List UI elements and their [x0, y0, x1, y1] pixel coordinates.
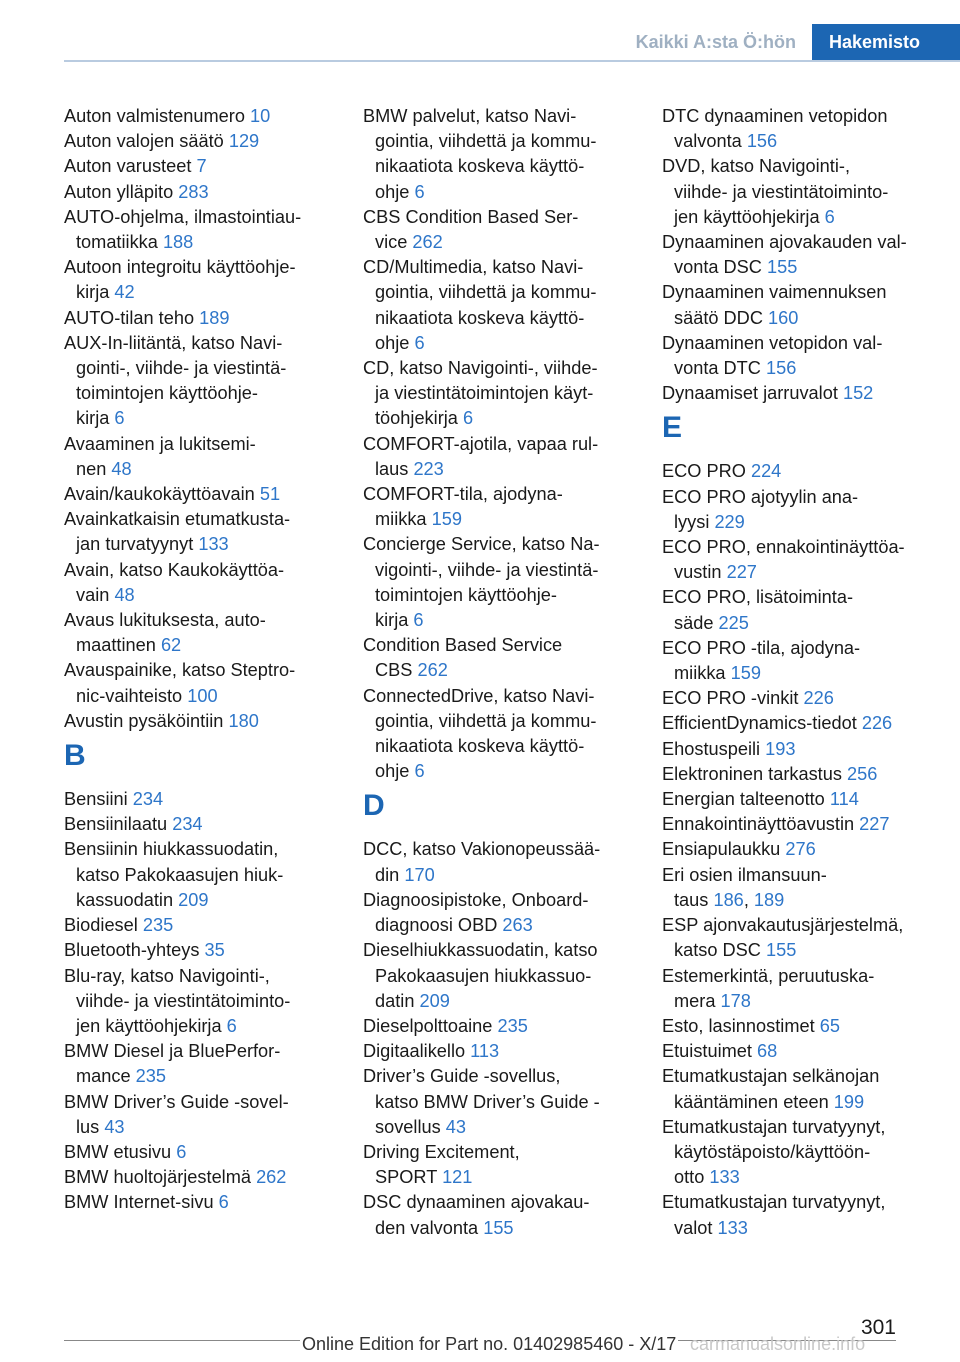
page-link[interactable]: 199 — [833, 1091, 865, 1112]
header-divider — [64, 60, 960, 62]
page-link[interactable]: 6 — [824, 206, 835, 227]
index-entry-text: gointia, viihdettä ja kommu- — [375, 710, 597, 731]
page-link[interactable]: 6 — [414, 181, 425, 202]
page-link[interactable]: 225 — [718, 612, 749, 633]
watermark: carmanualsonline.info — [690, 1334, 866, 1354]
index-entry-text: CBS — [375, 660, 413, 681]
index-entry — [662, 280, 930, 330]
index-column-2 — [363, 104, 631, 1241]
index-entry-text: nikaatiota koskeva käyttö- — [375, 156, 585, 177]
index-entry — [662, 1039, 930, 1064]
index-entry-text: Condition Based Service — [363, 635, 563, 656]
index-entry-text: BMW Diesel ja BluePerfor- — [64, 1041, 281, 1062]
index-entry-text: sovellus — [375, 1116, 441, 1137]
index-entry-text: Biodiesel — [64, 915, 138, 936]
index-entry-text: viihde- ja viestintätoiminto- — [674, 181, 889, 202]
index-entry — [64, 154, 332, 179]
index-entry-text: säde — [674, 612, 714, 633]
index-entry-text: gointi-, viihde- ja viestintä- — [76, 358, 287, 379]
page-link[interactable]: 6 — [462, 408, 474, 429]
index-entry-text: Eri osien ilmansuun- — [662, 864, 827, 885]
page-link[interactable]: 283 — [178, 181, 209, 202]
index-entry — [363, 432, 631, 482]
page-link[interactable]: 226 — [803, 688, 834, 709]
index-entry — [64, 964, 332, 1040]
index-entry — [662, 459, 930, 484]
index-entry-text: nen — [76, 458, 107, 479]
page-number: 301 — [860, 1316, 896, 1339]
index-entry-text: Avain, katso Kaukokäyttöa- — [64, 559, 285, 580]
page-link[interactable]: 189 — [753, 889, 785, 910]
index-entry-text: ohje — [375, 181, 410, 202]
page-link[interactable]: 6 — [414, 332, 425, 353]
index-entry — [64, 255, 332, 305]
page-link[interactable]: 189 — [199, 307, 230, 328]
index-letter-heading: B — [64, 739, 86, 773]
index-entry-text: CD, katso Navigointi-, viihde- — [363, 358, 598, 379]
index-entry-text: Avain/kaukokäyttöavain — [64, 484, 255, 505]
index-entry — [64, 913, 332, 938]
index-entry — [363, 1014, 631, 1039]
page-link[interactable]: 114 — [829, 789, 859, 810]
index-entry-text: Dieselhiukkassuodatin, katso — [363, 940, 598, 961]
index-entry — [363, 1064, 631, 1140]
index-entry: Eri osien ilmansuun- taus 186, 189 — [662, 864, 827, 910]
index-entry — [363, 255, 631, 356]
index-entry — [64, 608, 332, 658]
index-entry — [662, 762, 930, 787]
index-entry-text: Bensiinilaatu — [64, 814, 168, 835]
index-entry — [662, 1014, 930, 1039]
page-link[interactable]: 263 — [502, 915, 533, 936]
index-entry — [662, 636, 930, 686]
page-link[interactable]: 156 — [766, 358, 797, 379]
index-entry-text: käytöstäpoisto/käyttöön- — [674, 1141, 871, 1162]
index-entry-text: Concierge Service, katso Na- — [363, 534, 600, 555]
index-column-1 — [64, 104, 332, 1216]
index-entry-text: ohje — [375, 761, 410, 782]
index-entry-text: katso Pakokaasujen hiuk- — [76, 864, 284, 885]
index-entry-text: ja viestintätoimintojen käyt- — [375, 383, 594, 404]
index-entry-text: maattinen — [76, 635, 156, 656]
page-link[interactable]: 234 — [172, 814, 203, 835]
page-link[interactable]: 10 — [250, 106, 271, 126]
index-entry — [64, 812, 332, 837]
index-entry — [363, 938, 631, 1014]
index-entry — [662, 1115, 930, 1191]
index-entry-text: nikaatiota koskeva käyttö- — [375, 736, 585, 757]
index-entry-text: Auton valojen säätö — [64, 131, 224, 152]
index-entry-text: ECO PRO -tila, ajodyna- — [662, 637, 861, 658]
index-entry — [363, 633, 631, 683]
index-entry — [662, 381, 930, 406]
page-link[interactable]: 133 — [198, 534, 229, 555]
index-entry-text: kääntäminen eteen — [674, 1091, 829, 1112]
index-entry-text: lyysi — [674, 511, 710, 532]
section-tab-index[interactable]: Hakemisto — [812, 24, 960, 61]
page-link[interactable]: 133 — [709, 1167, 740, 1188]
index-entry — [662, 535, 930, 585]
index-entry-text: ohje — [375, 332, 410, 353]
page-link[interactable]: 234 — [132, 789, 164, 810]
page-link[interactable]: 235 — [135, 1066, 167, 1087]
page-link[interactable]: 152 — [842, 383, 874, 404]
index-entry-text: ECO PRO ajotyylin ana- — [662, 486, 859, 507]
index-entry — [662, 787, 930, 812]
index-entry-text: Ensiapulaukku — [662, 839, 781, 860]
index-entry — [64, 331, 332, 432]
page-link[interactable]: 133 — [717, 1217, 748, 1238]
page-link[interactable]: 209 — [419, 990, 450, 1011]
page-link[interactable]: 48 — [114, 584, 135, 605]
index-entry-text: jen käyttöohjekirja — [76, 1015, 222, 1036]
page-link[interactable]: 256 — [847, 763, 878, 784]
index-entry-text: BMW Internet-sivu — [64, 1192, 214, 1213]
index-entry-text: lus — [76, 1116, 100, 1137]
index-entry — [662, 964, 930, 1014]
index-entry-text: Bensiini — [64, 789, 128, 810]
page-link[interactable]: 48 — [111, 458, 132, 479]
page-link[interactable]: 178 — [720, 990, 751, 1011]
index-entry-text: töohjekirja — [375, 408, 458, 429]
page-link[interactable]: 224 — [750, 461, 782, 482]
index-entry-text: kassuodatin — [76, 889, 174, 910]
index-entry-text: nic-vaihteisto — [76, 685, 183, 706]
page-link[interactable]: 226 — [861, 713, 893, 734]
index-entry-text: otto — [674, 1167, 705, 1188]
index-entry — [662, 913, 930, 963]
index-entry — [363, 684, 631, 785]
breadcrumb[interactable]: Kaikki A:sta Ö:hön — [635, 32, 796, 52]
index-entry — [662, 104, 930, 154]
index-entry — [363, 1140, 631, 1190]
page-link[interactable]: 6 — [226, 1015, 237, 1036]
index-entry-text: vustin — [674, 562, 722, 583]
index-entry-text: ECO PRO, lisätoiminta- — [662, 587, 854, 608]
page-link[interactable]: 7 — [196, 156, 207, 177]
index-entry-text: toimintojen käyttöohje- — [76, 383, 258, 404]
index-entry-text: Etumatkustajan selkänojan — [662, 1066, 880, 1087]
index-entry-text: kirja — [375, 610, 409, 631]
index-entry-text: Esto, lasinnostimet — [662, 1015, 815, 1036]
index-entry-text: mance — [76, 1066, 131, 1087]
index-entry — [363, 1190, 631, 1240]
page-link[interactable]: 209 — [178, 889, 209, 910]
page-link[interactable]: 223 — [413, 458, 444, 479]
index-column-3 — [662, 104, 930, 1241]
index-entry — [64, 709, 332, 734]
page-link[interactable]: 6 — [414, 761, 425, 782]
index-entry-text: jan turvatyynyt — [76, 534, 194, 555]
index-entry-text: katso DSC — [674, 940, 761, 961]
index-letter-heading: D — [363, 789, 385, 823]
index-entry — [363, 482, 631, 532]
index-entry — [662, 686, 930, 711]
index-entry — [64, 837, 332, 913]
page-link[interactable]: 180 — [228, 710, 259, 731]
index-entry — [64, 180, 332, 205]
index-entry — [64, 1090, 332, 1140]
index-entry — [64, 432, 332, 482]
page-link[interactable]: 227 — [726, 562, 757, 583]
page-link[interactable]: 6 — [176, 1141, 187, 1162]
index-entry — [64, 104, 332, 129]
index-entry-text: SPORT — [375, 1167, 437, 1188]
index-entry-text: Driving Excitement, — [363, 1141, 520, 1162]
index-entry-text: Autoon integroitu käyttöohje- — [64, 257, 296, 278]
page-link[interactable]: 6 — [114, 408, 125, 429]
index-entry — [64, 507, 332, 557]
page-link[interactable]: 100 — [187, 685, 218, 706]
index-entry-text: datin — [375, 990, 415, 1011]
index-entry — [662, 485, 930, 535]
index-entry — [662, 230, 930, 280]
page-link[interactable]: 155 — [767, 257, 798, 278]
index-entry-text: kirja — [76, 282, 110, 303]
index-entry-text: valvonta — [674, 131, 742, 152]
page-link[interactable]: 113 — [470, 1041, 500, 1062]
index-entry-text: Diagnoosipistoke, Onboard- — [363, 889, 589, 910]
index-entry — [363, 1039, 631, 1064]
index-entry — [64, 787, 332, 812]
index-entry-text: Blu-ray, katso Navigointi-, — [64, 965, 270, 986]
page-link[interactable]: 51 — [259, 484, 281, 505]
index-entry — [64, 1039, 332, 1089]
index-entry-text: AUTO-tilan teho — [64, 307, 195, 328]
page-link[interactable]: 160 — [768, 307, 799, 328]
index-entry — [64, 1190, 332, 1215]
index-entry-text: CBS Condition Based Ser- — [363, 206, 579, 227]
index-entry — [662, 812, 930, 837]
page-link[interactable]: 6 — [413, 610, 424, 631]
index-entry — [64, 482, 332, 507]
page-link[interactable]: 276 — [785, 839, 816, 860]
index-entry — [662, 737, 930, 762]
index-entry — [662, 711, 930, 736]
index-entry-text: Elektroninen tarkastus — [662, 763, 842, 784]
index-entry — [662, 1190, 930, 1240]
index-entry-text: DSC dynaaminen ajovakau- — [363, 1192, 590, 1213]
index-letter-heading: E — [662, 411, 683, 445]
index-entry-text: CD/Multimedia, katso Navi- — [363, 257, 584, 278]
index-entry-text: Auton valmistenumero — [64, 106, 245, 126]
index-entry-text: Etuistuimet — [662, 1041, 752, 1062]
page-link[interactable]: 193 — [765, 738, 796, 759]
index-entry — [64, 1165, 332, 1190]
index-entry — [363, 837, 631, 887]
page-link[interactable]: 62 — [160, 635, 182, 656]
index-entry-text: Auton ylläpito — [64, 181, 174, 202]
index-entry — [64, 129, 332, 154]
index-entry-text: din — [375, 864, 400, 885]
index-entry-text: gointia, viihdettä ja kommu- — [375, 282, 597, 303]
page-link[interactable]: 156 — [746, 131, 778, 152]
index-entry-text: BMW Driver’s Guide -sovel- — [64, 1091, 289, 1112]
page-link[interactable]: 6 — [218, 1192, 229, 1213]
index-entry-text: katso BMW Driver’s Guide - — [375, 1091, 600, 1112]
page-link[interactable]: 186 — [713, 889, 744, 910]
index-entry — [662, 331, 930, 381]
index-entry — [662, 1064, 930, 1114]
index-entry-text: Dynaaminen ajovakauden val- — [662, 232, 907, 253]
index-entry-text: jen käyttöohjekirja — [674, 206, 820, 227]
index-entry — [662, 154, 930, 230]
index-entry-text: Avainkatkaisin etumatkusta- — [64, 509, 291, 530]
index-entry-text: vain — [76, 584, 110, 605]
index-entry-text: Avauspainike, katso Steptro- — [64, 660, 296, 681]
index-entry-text: vice — [375, 232, 408, 253]
edition-note: Online Edition for Part no. 01402985460 - X/17 — [302, 1334, 677, 1354]
page-link[interactable]: 159 — [431, 509, 462, 530]
index-entry-text: ECO PRO — [662, 461, 746, 482]
page-link[interactable]: 170 — [404, 864, 435, 885]
index-entry-text: mera — [674, 990, 716, 1011]
page-link[interactable]: 159 — [730, 663, 761, 684]
index-entry-text: säätö DDC — [674, 307, 763, 328]
index-entry — [64, 306, 332, 331]
index-entry-text: Ehostuspeili — [662, 738, 761, 759]
index-entry — [363, 104, 631, 205]
index-entry-text: Bluetooth-yhteys — [64, 940, 200, 961]
index-entry-text: DVD, katso Navigointi-, — [662, 156, 851, 177]
index-entry-text: laus — [375, 458, 409, 479]
page-link[interactable]: 43 — [445, 1116, 467, 1137]
page-link[interactable]: 235 — [142, 915, 174, 936]
index-entry-text: Dynaaminen vetopidon val- — [662, 332, 883, 353]
index-entry — [64, 938, 332, 963]
index-entry — [662, 585, 930, 635]
index-entry-text: EfficientDynamics-tiedot — [662, 713, 857, 734]
page-link[interactable]: 262 — [417, 660, 448, 681]
index-entry-text: kirja — [76, 408, 110, 429]
page-link[interactable]: 229 — [714, 511, 745, 532]
index-entry — [64, 558, 332, 608]
index-entry-text: Driver’s Guide -sovellus, — [363, 1066, 561, 1087]
index-entry — [64, 658, 332, 708]
index-entry-text: Estemerkintä, peruutuska- — [662, 965, 875, 986]
index-entry-text: gointia, viihdettä ja kommu- — [375, 131, 597, 152]
index-entry — [64, 205, 332, 255]
page-link[interactable]: 262 — [256, 1167, 287, 1188]
index-entry-text: COMFORT-tila, ajodyna- — [363, 484, 563, 505]
index-entry-text: AUX-In-liitäntä, katso Navi- — [64, 332, 283, 353]
index-entry-text: miikka — [674, 663, 726, 684]
index-entry-text: DCC, katso Vakionopeussää- — [363, 839, 601, 860]
page-link[interactable]: 35 — [204, 940, 225, 961]
index-entry-text: Avaus lukituksesta, auto- — [64, 610, 266, 631]
page-link[interactable]: 227 — [859, 814, 890, 835]
index-entry-text: Energian talteenotto — [662, 789, 825, 810]
index-entry — [363, 888, 631, 938]
index-entry-text: vonta DSC — [674, 257, 762, 278]
page-link[interactable]: 43 — [104, 1116, 125, 1137]
index-entry-text: diagnoosi OBD — [375, 915, 498, 936]
index-entry-text: AUTO-ohjelma, ilmastointiau- — [64, 206, 302, 227]
index-entry-text: BMW huoltojärjestelmä — [64, 1167, 251, 1188]
page-link[interactable]: 129 — [228, 131, 260, 152]
index-entry-text: Etumatkustajan turvatyynyt, — [662, 1116, 886, 1137]
page-link[interactable]: 121 — [442, 1167, 473, 1188]
index-entry-text: Dieselpolttoaine — [363, 1015, 493, 1036]
index-entry-text: BMW palvelut, katso Navi- — [363, 106, 577, 126]
index-entry-text: Avaaminen ja lukitsemi- — [64, 433, 256, 454]
page-link[interactable]: 65 — [819, 1015, 840, 1036]
index-entry-text: toimintojen käyttöohje- — [375, 584, 557, 605]
index-entry-text: BMW etusivu — [64, 1141, 172, 1162]
index-entry-text: Dynaaminen vaimennuksen — [662, 282, 887, 303]
index-entry — [64, 1140, 332, 1165]
index-entry-text: COMFORT-ajotila, vapaa rul- — [363, 433, 599, 454]
page-header — [636, 24, 960, 61]
index-entry-text: Etumatkustajan turvatyynyt, — [662, 1192, 886, 1213]
index-entry — [662, 837, 930, 862]
index-entry — [363, 532, 631, 633]
page-link[interactable]: 68 — [757, 1041, 778, 1062]
index-entry — [363, 356, 631, 432]
index-entry-text: valot — [674, 1217, 713, 1238]
index-entry-text: vigointi-, viihde- ja viestintä- — [375, 559, 599, 580]
index-entry-text: Digitaalikello — [363, 1041, 466, 1062]
index-entry-text: Dynaamiset jarruvalot — [662, 383, 838, 404]
index-entry-text: ECO PRO, ennakointinäyttöa- — [662, 537, 905, 558]
index-entry-text: DTC dynaaminen vetopidon — [662, 106, 888, 126]
index-entry-text: Ennakointinäyttöavustin — [662, 814, 855, 835]
index-entry-text: taus — [674, 889, 709, 910]
page-link[interactable]: 235 — [497, 1015, 528, 1036]
index-entry — [363, 205, 631, 255]
index-entry-text: ConnectedDrive, katso Navi- — [363, 685, 595, 706]
page-link[interactable]: 262 — [412, 232, 443, 253]
index-entry-text: Pakokaasujen hiukkassuo- — [375, 965, 592, 986]
index-entry-text: ECO PRO -vinkit — [662, 688, 799, 709]
index-entry-text: tomatiikka — [76, 232, 158, 253]
index-entry-text: viihde- ja viestintätoiminto- — [76, 990, 291, 1011]
index-entry-text: Auton varusteet — [64, 156, 192, 177]
page-link[interactable]: 188 — [162, 232, 194, 253]
index-entry-text: den valvonta — [375, 1217, 479, 1238]
index-entry-text: ESP ajonvakautusjärjestelmä, — [662, 915, 904, 936]
index-entry-text: nikaatiota koskeva käyttö- — [375, 307, 585, 328]
page-link[interactable]: 155 — [766, 940, 797, 961]
index-entry-text: Avustin pysäköintiin — [64, 710, 224, 731]
index-entry-text: Bensiinin hiukkassuodatin, — [64, 839, 279, 860]
page-link[interactable]: 155 — [483, 1217, 514, 1238]
page-link[interactable]: 42 — [114, 282, 135, 303]
index-entry-text: vonta DTC — [674, 358, 761, 379]
index-entry-text: miikka — [375, 509, 427, 530]
